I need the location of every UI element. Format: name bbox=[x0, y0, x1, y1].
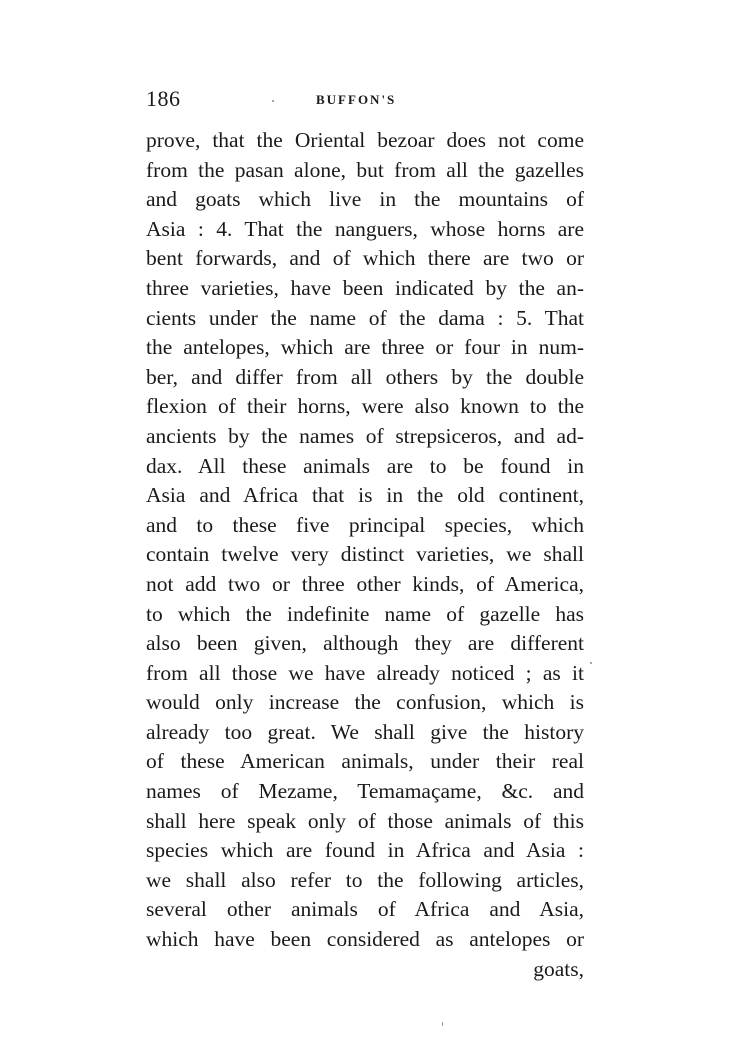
text-line: flexion of their horns, were also known to the bbox=[146, 394, 584, 419]
running-head: BUFFON'S bbox=[316, 92, 397, 107]
text-line: ber, and differ from all others by the double bbox=[146, 364, 584, 389]
text-line: we shall also refer to the following articles, bbox=[146, 867, 584, 892]
text-line: several other animals of Africa and Asia, bbox=[146, 897, 584, 922]
text-line: also been given, although they are different bbox=[146, 631, 584, 656]
paper-speck bbox=[272, 100, 274, 102]
page-header bbox=[146, 86, 586, 116]
text-line: three varieties, have been indicated by the an- bbox=[146, 275, 584, 300]
text-line: ancients by the names of strepsiceros, and ad- bbox=[146, 423, 584, 448]
text-line: contain twelve very distinct varieties, we shall bbox=[146, 542, 584, 567]
body-text bbox=[146, 126, 584, 984]
page-number: 186 bbox=[146, 86, 181, 111]
text-line: species which are found in Africa and Asia : bbox=[146, 838, 584, 863]
catchword: goats, bbox=[533, 956, 584, 981]
text-line: shall here speak only of those animals of this bbox=[146, 808, 584, 833]
text-line: which have been considered as antelopes or bbox=[146, 927, 584, 952]
text-line: not add two or three other kinds, of America, bbox=[146, 571, 584, 596]
text-line: dax. All these animals are to be found in bbox=[146, 453, 584, 478]
text-line: would only increase the confusion, which is bbox=[146, 690, 584, 715]
text-line: Asia and Africa that is in the old continent, bbox=[146, 483, 584, 508]
paper-speck bbox=[590, 662, 592, 664]
text-line: and to these five principal species, which bbox=[146, 512, 584, 537]
text-line: prove, that the Oriental bezoar does not come bbox=[146, 128, 584, 152]
text-line: and goats which live in the mountains of bbox=[146, 187, 584, 212]
text-line: names of Mezame, Temamaçame, &c. and bbox=[146, 779, 584, 804]
paper-speck bbox=[442, 1022, 443, 1026]
text-line: from the pasan alone, but from all the gazelles bbox=[146, 157, 584, 182]
text-line: cients under the name of the dama : 5. That bbox=[146, 305, 584, 330]
text-line: to which the indefinite name of gazelle has bbox=[146, 601, 584, 626]
text-line: of these American animals, under their real bbox=[146, 749, 584, 774]
text-line: the antelopes, which are three or four in num- bbox=[146, 335, 584, 360]
text-line: bent forwards, and of which there are two or bbox=[146, 246, 584, 271]
text-line: already too great. We shall give the history bbox=[146, 719, 584, 744]
text-line: Asia : 4. That the nanguers, whose horns are bbox=[146, 216, 584, 241]
text-line: from all those we have already noticed ; as it bbox=[146, 660, 584, 685]
